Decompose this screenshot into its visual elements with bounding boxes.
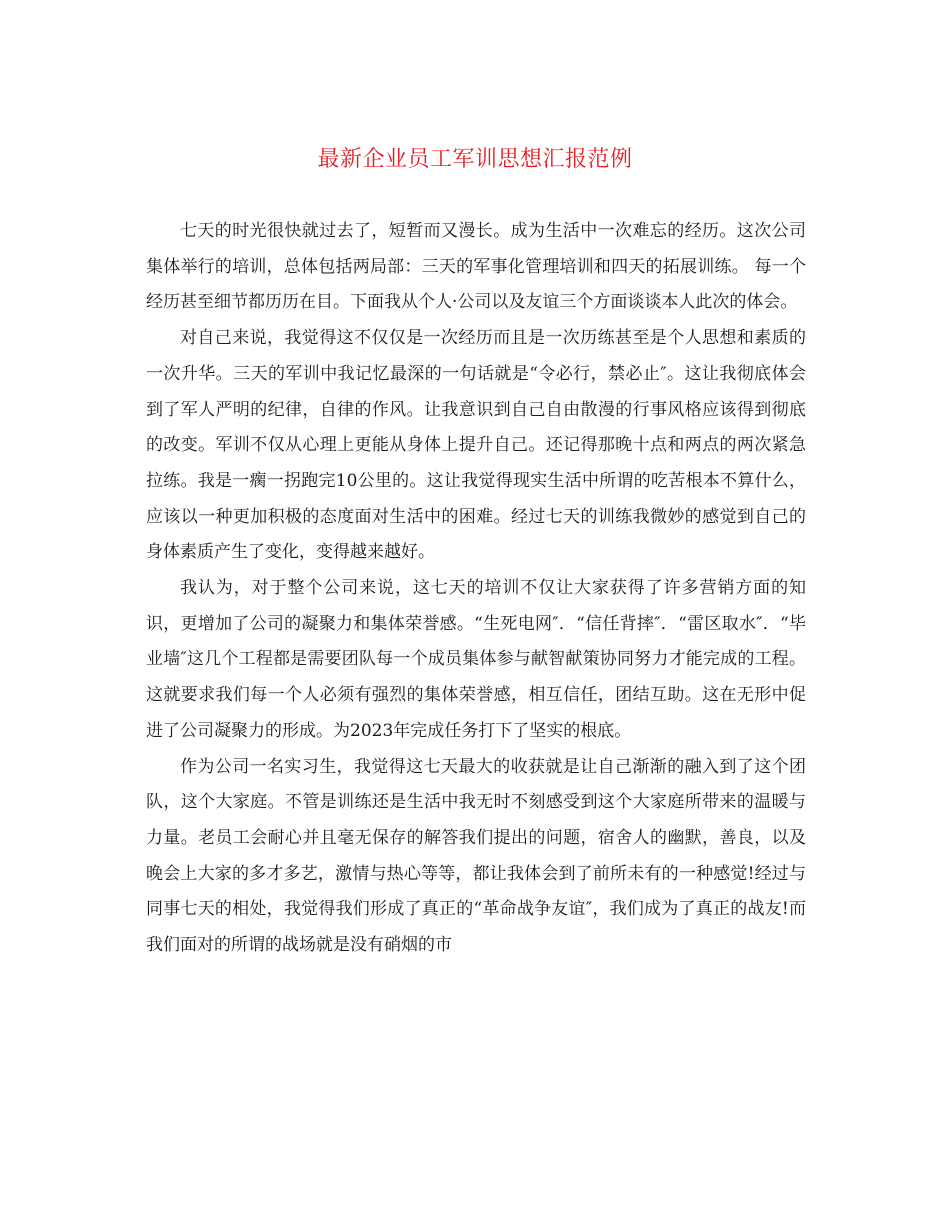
document-title: 最新企业员工军训思想汇报范例	[317, 147, 633, 172]
document-body	[146, 214, 806, 964]
paragraph-3: 我认为，对于整个公司来说，这七天的培训不仅让大家获得了许多营销方面的知识，更增加了公司的凝聚力和集体荣誉感。“生死电网″．“信任背摔″．“雷区取水″．“毕业墙″这几个工程都是需要团队每一个成员集体参与献智献策协同努力才能完成的工程。这就要求我们每一个人必须有强烈的集体荣誉感，相互信任，团结互助。这在无形中促进了公司凝聚力的形成。为2023年完成任务打下了坚实的根底。	[146, 578, 806, 741]
paragraph-4: 作为公司一名实习生，我觉得这七天最大的收获就是让自己渐渐的融入到了这个团队，这个大家庭。不管是训练还是生活中我无时不刻感受到这个大家庭所带来的温暖与力量。老员工会耐心并且毫无保存的解答我们提出的问题，宿舍人的幽默，善良，以及晚会上大家的多才多艺，激情与热心等等，都让我体会到了前所未有的一种感觉!经过与同事七天的相处，我觉得我们形成了真正的“革命战争友谊″，我们成为了真正的战友!而我们面对的所谓的战场就是没有硝烟的市	[146, 756, 806, 956]
paragraph-1: 七天的时光很快就过去了，短暂而又漫长。成为生活中一次难忘的经历。这次公司集体举行的培训，总体包括两局部：三天的军事化管理培训和四天的拓展训练。 每一个经历甚至细节都历历在目。下面我从个人·公司以及友谊三个方面谈谈本人此次的体会。	[146, 221, 806, 313]
paragraph-2: 对自己来说，我觉得这不仅仅是一次经历而且是一次历练甚至是个人思想和素质的一次升华。三天的军训中我记忆最深的一句话就是“令必行，禁必止″。这让我彻底体会到了军人严明的纪律，自律的作风。让我意识到自己自由散漫的行事风格应该得到彻底的改变。军训不仅从心理上更能从身体上提升自己。还记得那晚十点和两点的两次紧急拉练。我是一瘸一拐跑完10公里的。这让我觉得现实生活中所谓的吃苦根本不算什么，应该以一种更加积极的态度面对生活中的困难。经过七天的训练我微妙的感觉到自己的身体素质产生了变化，变得越来越好。	[146, 328, 806, 563]
